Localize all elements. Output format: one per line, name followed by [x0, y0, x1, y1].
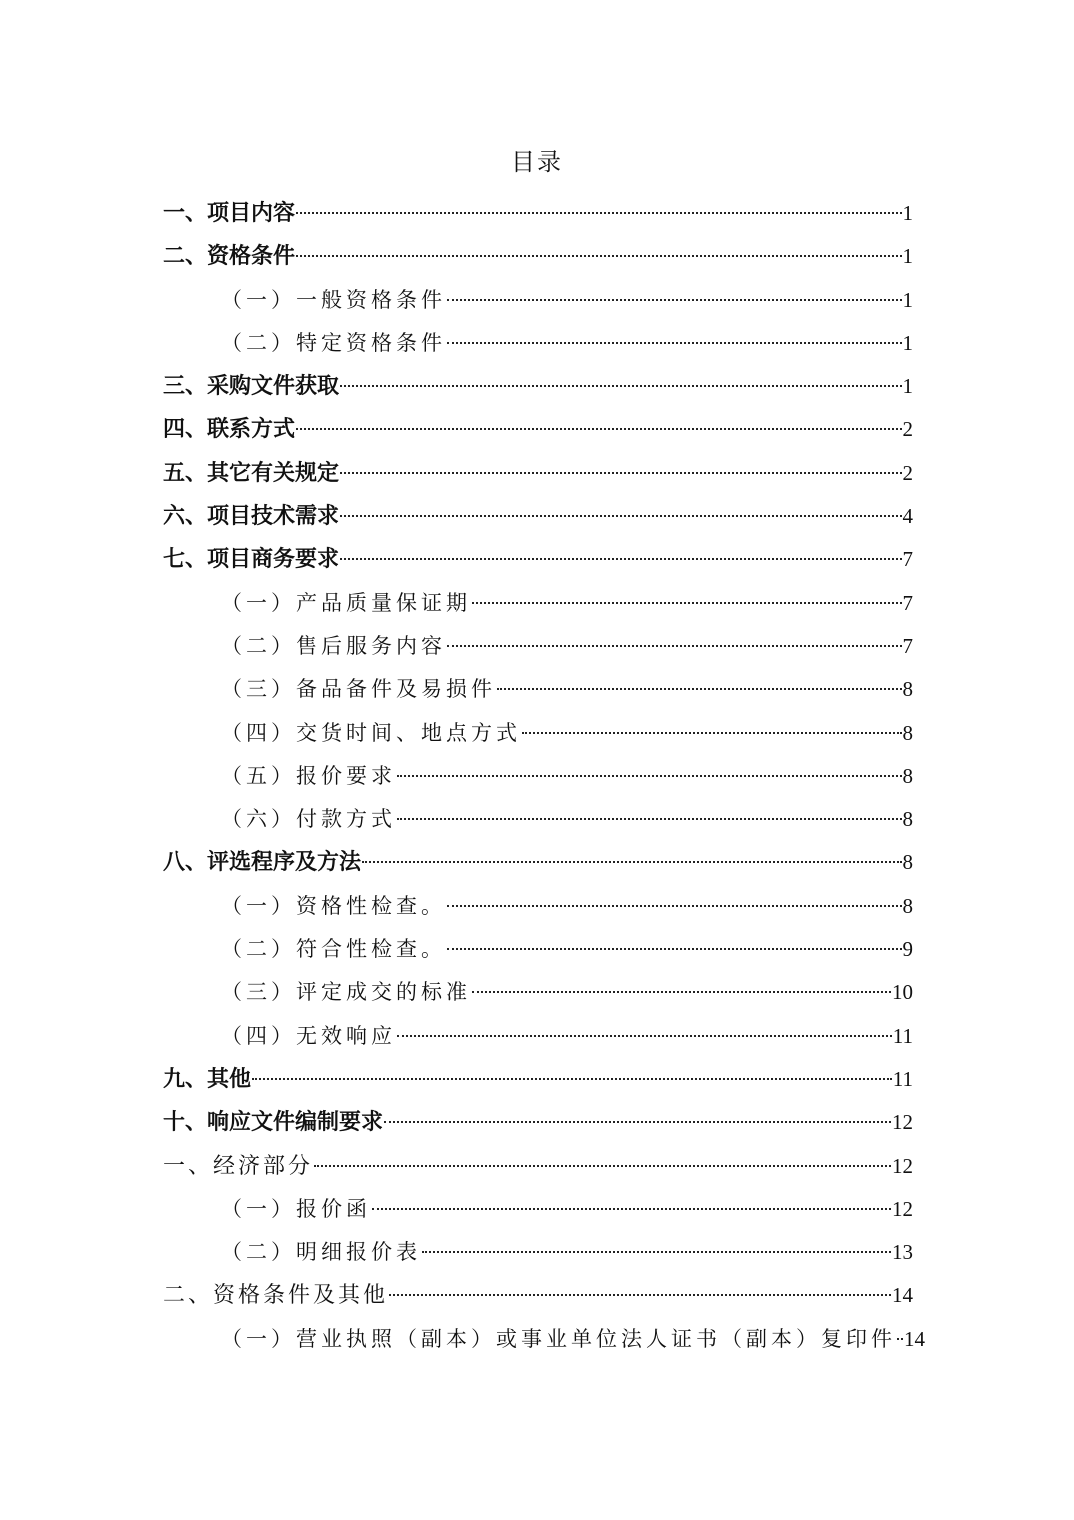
toc-entry-text: 八、评选程序及方法	[163, 850, 362, 876]
toc-page-number: 8	[902, 677, 913, 702]
toc-entry[interactable]	[163, 1231, 913, 1274]
toc-page-number: 8	[902, 893, 913, 918]
toc-dot-leader	[497, 688, 902, 690]
toc-dot-leader	[397, 818, 902, 820]
toc-dot-leader	[522, 732, 902, 734]
toc-dot-leader	[397, 775, 902, 777]
toc-page-number: 8	[902, 850, 913, 875]
toc-page-number: 8	[902, 763, 913, 788]
toc-dot-leader	[472, 602, 902, 604]
toc-page-number: 1	[902, 374, 913, 399]
toc-entry-text: （三）评定成交的标准	[221, 980, 471, 1005]
toc-entry[interactable]	[163, 495, 913, 538]
toc-entry-text: 五、其它有关规定	[163, 460, 340, 486]
toc-dot-leader	[447, 948, 902, 950]
toc-dot-leader	[897, 1338, 903, 1340]
toc-entry[interactable]	[163, 971, 913, 1014]
toc-page-number: 7	[902, 633, 913, 658]
toc-entry-text: （六）付款方式	[221, 807, 396, 832]
toc-page-number: 12	[892, 1196, 913, 1221]
toc-dot-leader	[447, 299, 902, 301]
toc-entry[interactable]	[163, 1188, 913, 1231]
toc-page-number: 2	[902, 460, 913, 485]
toc-entry[interactable]	[163, 1101, 913, 1144]
toc-dot-leader	[314, 1165, 891, 1167]
toc-entry-text: （二）明细报价表	[221, 1240, 421, 1265]
toc-page-number: 11	[892, 1023, 913, 1048]
toc-dot-leader	[447, 342, 902, 344]
toc-page-number: 12	[892, 1153, 913, 1178]
toc-entry-text: （一）一般资格条件	[221, 287, 446, 312]
toc-entry-text: （二）符合性检查。	[221, 937, 446, 962]
toc-entry[interactable]	[163, 1145, 913, 1188]
toc-entry-text: （一）资格性检查。	[221, 893, 446, 918]
toc-entry-text: （二）特定资格条件	[221, 330, 446, 355]
toc-dot-leader	[447, 905, 902, 907]
toc-page-number: 1	[902, 201, 913, 225]
toc-page-number: 1	[902, 330, 913, 355]
toc-entry-text: （一）产品质量保证期	[221, 590, 471, 615]
toc-entry[interactable]	[163, 755, 913, 798]
toc-entry[interactable]	[163, 322, 913, 365]
toc-page-number: 9	[902, 937, 913, 962]
toc-entry-text: （一）报价函	[221, 1196, 371, 1221]
toc-page-number: 4	[902, 504, 913, 529]
toc-entry[interactable]	[163, 582, 913, 625]
toc-entry[interactable]	[163, 1274, 913, 1317]
toc-entry[interactable]	[163, 1318, 925, 1361]
toc-entry-text: 四、联系方式	[163, 417, 296, 443]
toc-dot-leader	[384, 1121, 891, 1123]
toc-entry[interactable]	[163, 798, 913, 841]
toc-dot-leader	[447, 645, 902, 647]
toc-entry[interactable]	[163, 885, 913, 928]
toc-page-number: 2	[902, 417, 913, 442]
toc-dot-leader	[389, 1294, 891, 1296]
toc-dot-leader	[340, 472, 901, 474]
toc-entry-text: 一、经济部分	[163, 1153, 314, 1179]
toc-entry[interactable]	[163, 365, 913, 408]
toc-entry-text: 六、项目技术需求	[163, 504, 340, 530]
toc-entry[interactable]	[163, 408, 913, 451]
toc-entry[interactable]	[163, 538, 913, 581]
toc-dot-leader	[296, 255, 901, 257]
toc-entry[interactable]	[163, 668, 913, 711]
toc-entry[interactable]	[163, 928, 913, 971]
toc-entry[interactable]	[163, 192, 913, 235]
toc-entry-text: 十、响应文件编制要求	[163, 1110, 384, 1136]
toc-entry-text: （三）备品备件及易损件	[221, 677, 496, 702]
toc-dot-leader	[340, 515, 901, 517]
toc-page-number: 7	[902, 590, 913, 615]
toc-entry-text: （四）无效响应	[221, 1023, 396, 1048]
toc-dot-leader	[252, 1078, 892, 1080]
toc-page-number: 1	[902, 244, 913, 269]
toc-entry[interactable]	[163, 1015, 913, 1058]
toc-entry-text: 九、其他	[163, 1066, 252, 1092]
toc-entry-text: 一、项目内容	[163, 201, 296, 226]
toc-dot-leader	[296, 428, 901, 430]
toc-dot-leader	[472, 991, 891, 993]
toc-page-number: 12	[892, 1110, 913, 1135]
toc-page-number: 1	[902, 287, 913, 312]
toc-dot-leader	[397, 1035, 892, 1037]
toc-page-number: 14	[892, 1283, 913, 1308]
toc-entry[interactable]	[163, 712, 913, 755]
toc-page-number: 13	[892, 1240, 913, 1265]
toc-dot-leader	[362, 861, 901, 863]
toc-dot-leader	[340, 558, 901, 560]
toc-page-number: 7	[902, 547, 913, 572]
toc-entry-text: 七、项目商务要求	[163, 547, 340, 573]
toc-entry[interactable]	[163, 452, 913, 495]
toc-entry[interactable]	[163, 279, 913, 322]
toc-entry-text: （四）交货时间、地点方式	[221, 720, 521, 745]
toc-dot-leader	[422, 1251, 891, 1253]
toc-dot-leader	[340, 385, 901, 387]
table-of-contents	[163, 192, 925, 1361]
toc-entry-text: 二、资格条件	[163, 244, 296, 270]
toc-page-number: 8	[902, 720, 913, 745]
toc-entry-text: （一）营业执照（副本）或事业单位法人证书（副本）复印件	[221, 1326, 896, 1351]
toc-entry[interactable]	[163, 625, 913, 668]
toc-entry[interactable]	[163, 841, 913, 884]
toc-entry[interactable]	[163, 235, 913, 278]
toc-entry-text: （五）报价要求	[221, 763, 396, 788]
toc-dot-leader	[296, 212, 901, 214]
toc-entry-text: 二、资格条件及其他	[163, 1283, 389, 1309]
toc-entry-text: 三、采购文件获取	[163, 374, 340, 400]
toc-page-number: 8	[902, 807, 913, 832]
toc-entry-text: （二）售后服务内容	[221, 633, 446, 658]
toc-title: 目录	[511, 148, 563, 176]
toc-page-number: 14	[904, 1326, 925, 1351]
toc-entry[interactable]	[163, 1058, 913, 1101]
toc-page-number: 11	[892, 1066, 913, 1091]
toc-dot-leader	[372, 1208, 891, 1210]
toc-page-number: 10	[892, 980, 913, 1005]
